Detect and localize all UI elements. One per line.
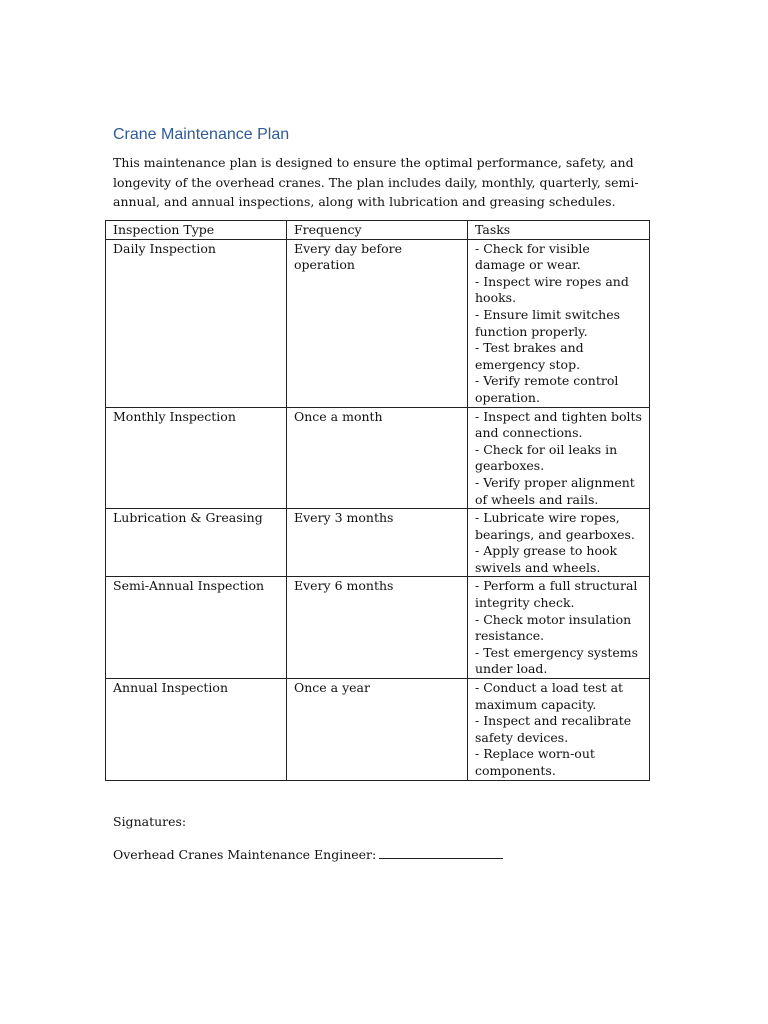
cell-inspection-type: Semi-Annual Inspection	[106, 577, 287, 679]
engineer-signature-line	[113, 846, 503, 863]
task-item: - Apply grease to hook swivels and wheels.	[475, 543, 618, 575]
table-row	[106, 407, 650, 509]
task-item: - Lubricate wire ropes, bearings, and gearboxes.	[475, 510, 635, 542]
table-row	[106, 679, 650, 781]
signatures-heading: Signatures:	[113, 814, 187, 829]
engineer-signature-label: Overhead Cranes Maintenance Engineer:	[113, 847, 377, 862]
cell-tasks	[468, 239, 650, 407]
cell-inspection-type: Monthly Inspection	[106, 407, 287, 509]
table-row	[106, 239, 650, 407]
cell-frequency: Every day before operation	[287, 239, 468, 407]
document-header	[113, 124, 658, 212]
intro-paragraph: This maintenance plan is designed to ensure the optimal performance, safety, and longevity of the overhead cranes. The plan includes daily, monthly, quarterly, semi-annual, and annual inspections, along with lubrication and greasing schedules.	[113, 155, 639, 210]
task-item: - Test emergency systems under load.	[475, 644, 639, 677]
cell-inspection-type: Lubrication & Greasing	[106, 509, 287, 577]
header-frequency: Frequency	[287, 221, 468, 240]
task-item: - Check for oil leaks in gearboxes.	[475, 441, 618, 474]
signatures-section	[113, 814, 503, 863]
document-title: Crane Maintenance Plan	[113, 126, 290, 143]
task-item: - Inspect and recalibrate safety devices.	[475, 713, 632, 745]
cell-inspection-type: Annual Inspection	[106, 679, 287, 781]
signature-blank[interactable]	[379, 846, 503, 859]
cell-frequency: Every 3 months	[287, 509, 468, 577]
task-item: - Perform a full structural integrity check.	[475, 578, 638, 611]
task-item: - Check motor insulation resistance.	[475, 611, 632, 644]
task-item: - Inspect and tighten bolts and connections.	[475, 408, 642, 441]
maintenance-table	[105, 220, 650, 781]
task-item: - Conduct a load test at maximum capacity.	[475, 680, 624, 712]
cell-frequency: Once a month	[287, 407, 468, 509]
cell-frequency: Every 6 months	[287, 577, 468, 679]
cell-tasks	[468, 509, 650, 577]
cell-inspection-type: Daily Inspection	[106, 239, 287, 407]
task-item: - Replace worn-out components.	[475, 746, 595, 778]
table-row	[106, 577, 650, 679]
task-item: - Verify remote control operation.	[475, 373, 619, 405]
task-item: - Check for visible damage or wear.	[475, 240, 590, 273]
cell-tasks	[468, 577, 650, 679]
cell-tasks	[468, 679, 650, 781]
header-inspection-type: Inspection Type	[106, 221, 287, 240]
task-item: - Verify proper alignment of wheels and rails.	[475, 474, 635, 507]
task-item: - Ensure limit switches function properly.	[475, 306, 621, 339]
cell-frequency: Once a year	[287, 679, 468, 781]
task-item: - Test brakes and emergency stop.	[475, 340, 584, 372]
task-item: - Inspect wire ropes and hooks.	[475, 273, 629, 306]
cell-tasks	[468, 407, 650, 509]
table-row	[106, 509, 650, 577]
header-tasks: Tasks	[468, 221, 650, 240]
table-header-row	[106, 221, 650, 240]
